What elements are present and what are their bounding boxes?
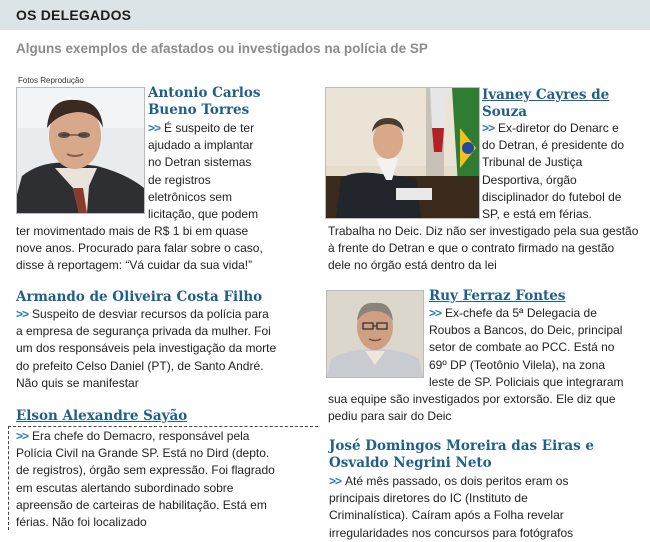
profile-text-armando: >> Suspeito de desviar recursos da polícia para a empresa de segurança privada da mulher. Foi um dos responsáveis pela investigação da morte do prefeito Celso Daniel (PT), de Santo André. Não quis se manifestar bbox=[16, 307, 277, 390]
chevron-right-icon: >> bbox=[429, 306, 442, 320]
section-title: OS DELEGADOS bbox=[16, 7, 132, 23]
profile-text-ruy-cont: sua equipe são investigados por extorsão. Ele diz que pediu para sair do Deic bbox=[328, 392, 616, 424]
photo-ruy-ferraz bbox=[326, 290, 424, 378]
profile-text-jose-osvaldo: >> Até mês passado, os dois peritos eram os principais diretores do IC (Instituto de Criminalística). Caíram após a Folha revelar irregularidades nos concursos para fotógrafos bbox=[329, 474, 574, 540]
chevron-right-icon: >> bbox=[16, 307, 29, 321]
chevron-right-icon: >> bbox=[329, 474, 342, 488]
section-header bbox=[0, 0, 650, 30]
dashed-divider bbox=[8, 426, 318, 427]
photo-credit: Fotos Reprodução bbox=[18, 76, 84, 85]
portrait-man-glasses bbox=[327, 291, 423, 377]
profile-name-ruy: Ruy Ferraz Fontes bbox=[429, 288, 566, 304]
photo-ivaney bbox=[325, 87, 480, 219]
chevron-right-icon: >> bbox=[16, 429, 29, 443]
chevron-right-icon: >> bbox=[482, 121, 495, 135]
profile-name-jose-osvaldo: José Domingos Moreira das Eiras e Osvaldo Negrini Neto bbox=[329, 438, 594, 471]
profile-name-antonio: Antonio Carlos Bueno Torres bbox=[148, 85, 261, 118]
profile-name-armando: Armando de Oliveira Costa Filho bbox=[16, 289, 263, 305]
profile-text-antonio: >> É suspeito de ter ajudado a implantar no Detran sistemas de registros eletrônicos sem licitação, que podem bbox=[148, 121, 259, 222]
portrait-man-speaking bbox=[17, 88, 144, 213]
profile-text-ruy: >> Ex-chefe da 5ª Delegacia de Roubos a Bancos, do Deic, principal setor de combate ao PCC. Está no 69º DP (Teotônio Vilela), na zona leste de SP. Policiais que integraram bbox=[429, 306, 624, 389]
chevron-right-icon: >> bbox=[148, 121, 161, 135]
profile-name-elson: Elson Alexandre Sayão bbox=[16, 408, 188, 424]
profile-name-ivaney: Ivaney Cayres de Souza bbox=[482, 87, 610, 120]
section-subtitle: Alguns exemplos de afastados ou investigados na polícia de SP bbox=[16, 41, 428, 56]
portrait-man-at-desk bbox=[326, 88, 479, 218]
dashed-divider-vertical bbox=[8, 426, 9, 530]
profile-text-antonio-cont: ter movimentado mais de R$ 1 bi em quase nove anos. Procurado para falar sobre o caso, disse à reportagem: “Vá cuidar da sua vida!” bbox=[16, 224, 263, 273]
profile-text-ivaney-cont: Trabalha no Deic. Diz não ser investigado pela sua gestão à frente do Detran e que o contrato firmado na gestão dele no órgão está dentro da lei bbox=[328, 224, 639, 273]
profile-text-elson: >> Era chefe do Demacro, responsável pela Polícia Civil na Grande SP. Está no Dird (depto. de registros), órgão sem expressão. Foi flagrado em escutas alertando subordinado sobre apreensão de carteiras de habilitação. Está em férias. Não foi localizado bbox=[16, 429, 275, 530]
profile-text-ivaney: >> Ex-diretor do Denarc e do Detran, é presidente do Tribunal de Justiça Desportiva, órgão disciplinador do futebol de SP, e está em férias. bbox=[482, 121, 625, 222]
photo-antonio-carlos bbox=[16, 87, 145, 214]
